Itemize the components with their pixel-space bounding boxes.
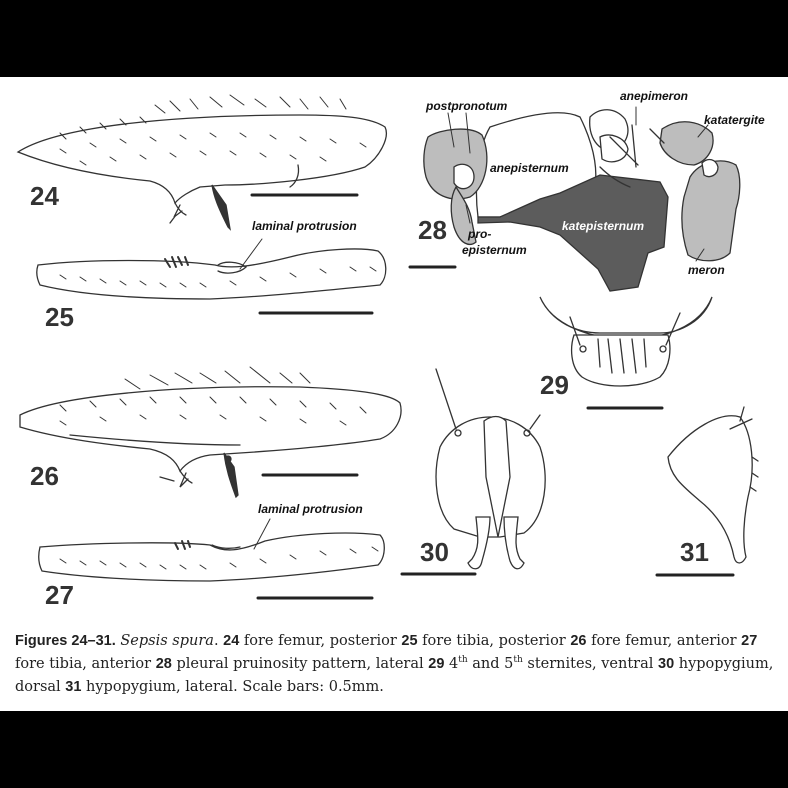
figure-caption: Figures 24–31. Sepsis spura. 24 fore femur, posterior 25 fore tibia, posterior 26 fore femur, anterior 27 fore tibia, anterior 28 pleural pruinosity pattern, lateral 29 4th and 5th sternites, ventral 30 hypopygium, dorsal 31 hypopygium, lateral. Scale bars: 0.5mm. bbox=[15, 633, 774, 695]
figure-plate bbox=[0, 77, 788, 711]
fig26-number: 26 bbox=[30, 461, 59, 491]
fig28-label-katepisternum: katepisternum bbox=[562, 219, 645, 233]
fig28-label-proepisternum-1: pro- bbox=[468, 227, 492, 241]
caption-lead: Figures 24–31. bbox=[15, 633, 116, 649]
fig24-number: 24 bbox=[30, 181, 59, 211]
caption-figure-number: 27 bbox=[741, 633, 758, 649]
fig26-femur-drawing bbox=[20, 387, 401, 497]
fig25-label-laminal-protrusion: laminal protrusion bbox=[252, 219, 357, 233]
caption-figure-number: 28 bbox=[155, 656, 172, 672]
fig29-number: 29 bbox=[540, 370, 569, 400]
caption-superscript: th bbox=[513, 655, 523, 666]
illustrations bbox=[0, 77, 788, 711]
caption-figure-number: 24 bbox=[223, 633, 240, 649]
caption-figure-number: 29 bbox=[428, 656, 445, 672]
fig28-label-meron: meron bbox=[688, 263, 725, 277]
caption-text: fore tibia, posterior bbox=[417, 633, 571, 649]
caption-text: 4 bbox=[444, 656, 459, 672]
caption-text: pleural pruinosity pattern, lateral bbox=[171, 656, 429, 672]
fig27-number: 27 bbox=[45, 580, 74, 610]
fig31-number: 31 bbox=[680, 537, 709, 567]
caption-species: Sepsis spura bbox=[120, 633, 214, 649]
fig28-label-anepisternum: anepisternum bbox=[490, 161, 569, 175]
fig28-number: 28 bbox=[418, 215, 447, 245]
caption-figure-number: 26 bbox=[570, 633, 587, 649]
fig27-label-laminal-protrusion: laminal protrusion bbox=[258, 502, 363, 516]
caption-text: hypopygium, dorsal bbox=[15, 656, 774, 695]
caption-text: hypopygium, lateral. Scale bars: 0.5mm. bbox=[81, 679, 384, 695]
caption-superscript: th bbox=[458, 655, 468, 666]
fig24-femur-drawing bbox=[18, 115, 386, 229]
caption-text: fore femur, posterior bbox=[239, 633, 402, 649]
caption-figure-number: 25 bbox=[401, 633, 418, 649]
fig25-number: 25 bbox=[45, 302, 74, 332]
caption-figure-number: 30 bbox=[658, 656, 675, 672]
fig28-label-anepimeron: anepimeron bbox=[620, 89, 689, 103]
fig28-label-postpronotum: postpronotum bbox=[426, 99, 508, 113]
caption-text: fore femur, anterior bbox=[586, 633, 742, 649]
caption-text: sternites, ventral bbox=[522, 656, 658, 672]
caption-text: fore tibia, anterior bbox=[15, 656, 156, 672]
fig27-tibia-drawing bbox=[39, 533, 385, 581]
fig28-label-proepisternum-2: episternum bbox=[462, 243, 527, 257]
caption-figure-number: 31 bbox=[65, 679, 82, 695]
caption-text: and 5 bbox=[467, 656, 514, 672]
fig28-label-katatergite: katatergite bbox=[704, 113, 765, 127]
fig25-tibia-drawing bbox=[37, 249, 386, 299]
fig30-number: 30 bbox=[420, 537, 449, 567]
fig30-hypopygium-drawing bbox=[436, 369, 545, 569]
